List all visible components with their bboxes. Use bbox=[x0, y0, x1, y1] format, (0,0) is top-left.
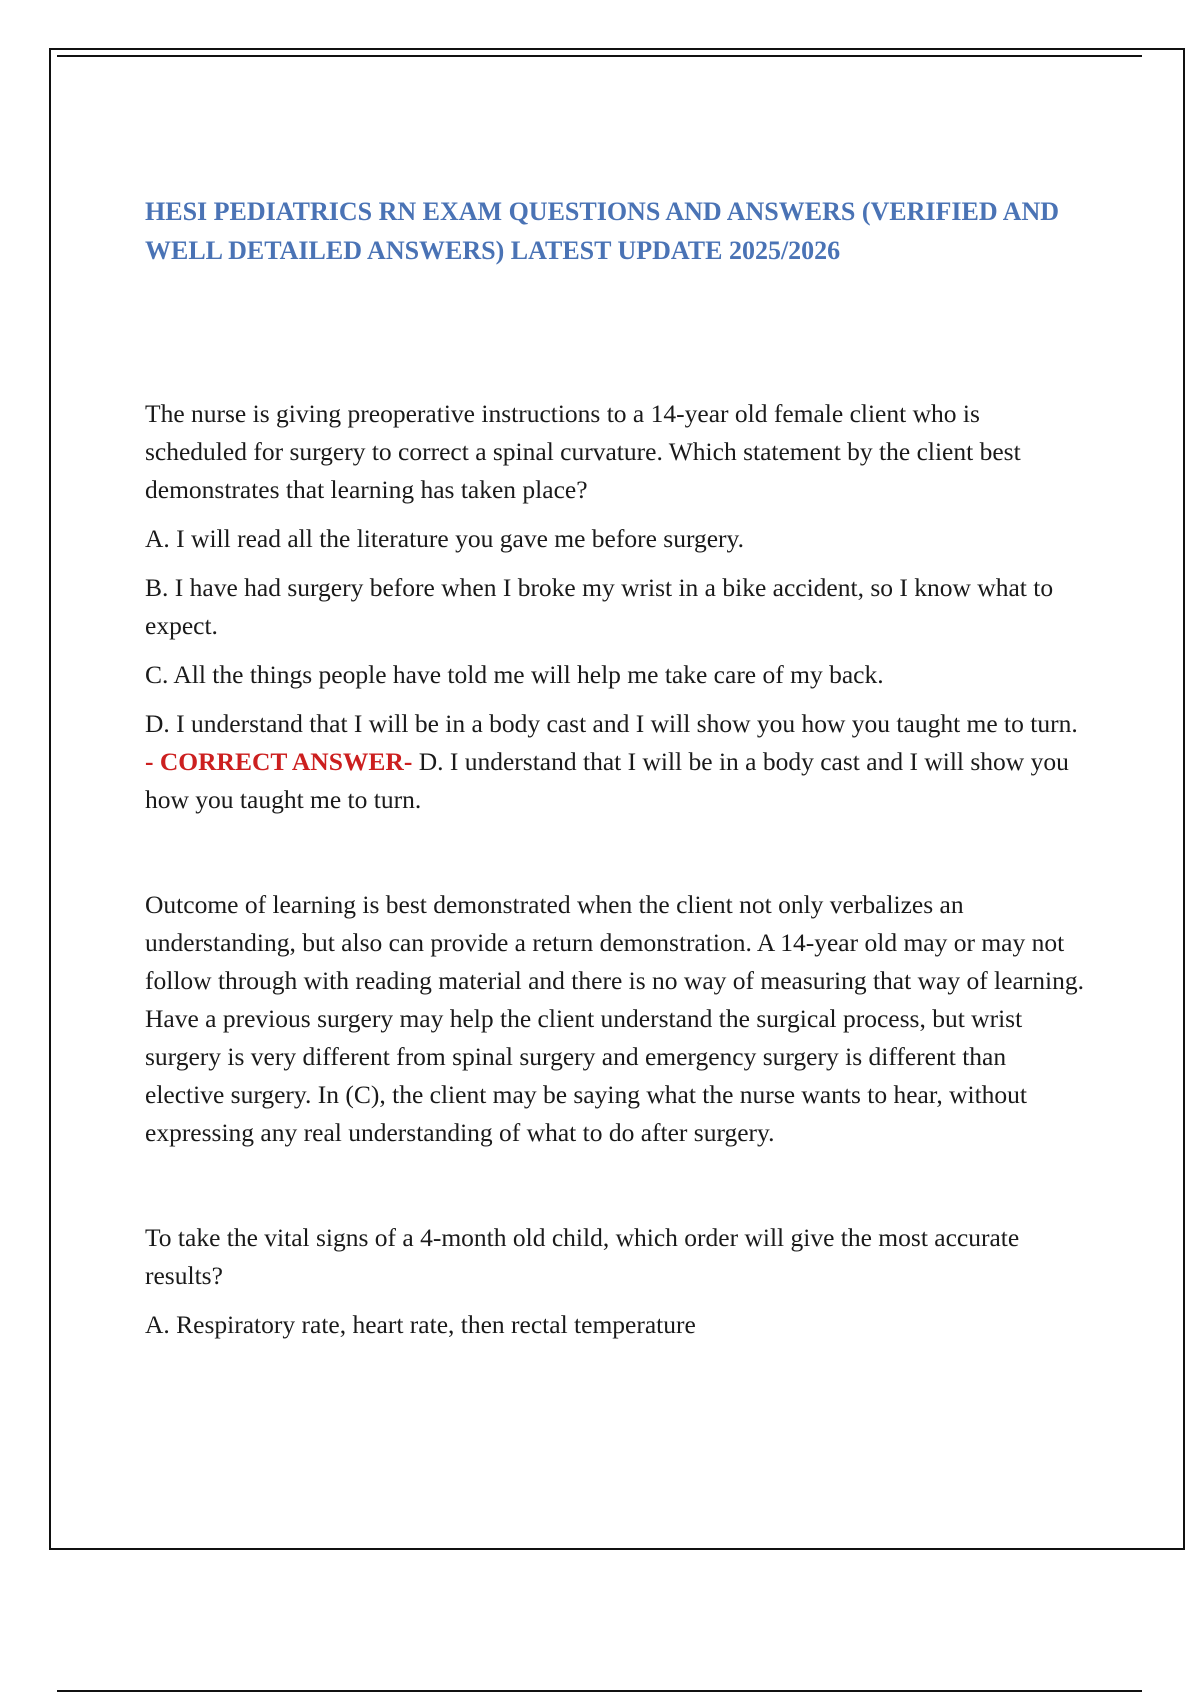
question-1-option-a: A. I will read all the literature you gave me before surgery. bbox=[145, 524, 745, 553]
question-1-option-c: C. All the things people have told me will help me take care of my back. bbox=[145, 660, 884, 689]
question-1 bbox=[145, 395, 1085, 1152]
question-2-stem: To take the vital signs of a 4-month old child, which order will give the most accurate results? bbox=[145, 1223, 1020, 1290]
question-2-option-a: A. Respiratory rate, heart rate, then rectal temperature bbox=[145, 1310, 696, 1339]
document-body bbox=[145, 192, 1085, 1355]
question-1-option-d: D. I understand that I will be in a body cast and I will show you how you taught me to turn. bbox=[145, 709, 1078, 738]
correct-answer-label: - CORRECT ANSWER- bbox=[145, 747, 413, 776]
question-1-option-d-with-answer bbox=[145, 705, 1085, 819]
correct-answer-text: D. I understand that I will be in a body cast and I will show you how you taught me to turn. bbox=[145, 747, 1069, 814]
question-1-option-b: B. I have had surgery before when I broke my wrist in a bike accident, so I know what to expect. bbox=[145, 573, 1054, 640]
question-2 bbox=[145, 1219, 1085, 1344]
document-title: HESI PEDIATRICS RN EXAM QUESTIONS AND ANSWERS (VERIFIED AND WELL DETAILED ANSWERS) LATEST UPDATE 2025/2026 bbox=[145, 197, 1060, 265]
question-1-stem: The nurse is giving preoperative instructions to a 14-year old female client who is scheduled for surgery to correct a spinal curvature. Which statement by the client best demonstrates that learning has taken place? bbox=[145, 399, 1021, 504]
question-1-rationale: Outcome of learning is best demonstrated when the client not only verbalizes an understanding, but also can provide a return demonstration. A 14-year old may or may not follow through with reading material and there is no way of measuring that way of learning. Have a previous surgery may help the client understand the surgical process, but wrist surgery is very different from spinal surgery and emergency surgery is different than elective surgery. In (C), the client may be saying what the nurse wants to hear, without expressing any real understanding of what to do after surgery. bbox=[145, 890, 1084, 1147]
bottom-divider bbox=[57, 1690, 1142, 1692]
top-divider bbox=[57, 55, 1142, 57]
